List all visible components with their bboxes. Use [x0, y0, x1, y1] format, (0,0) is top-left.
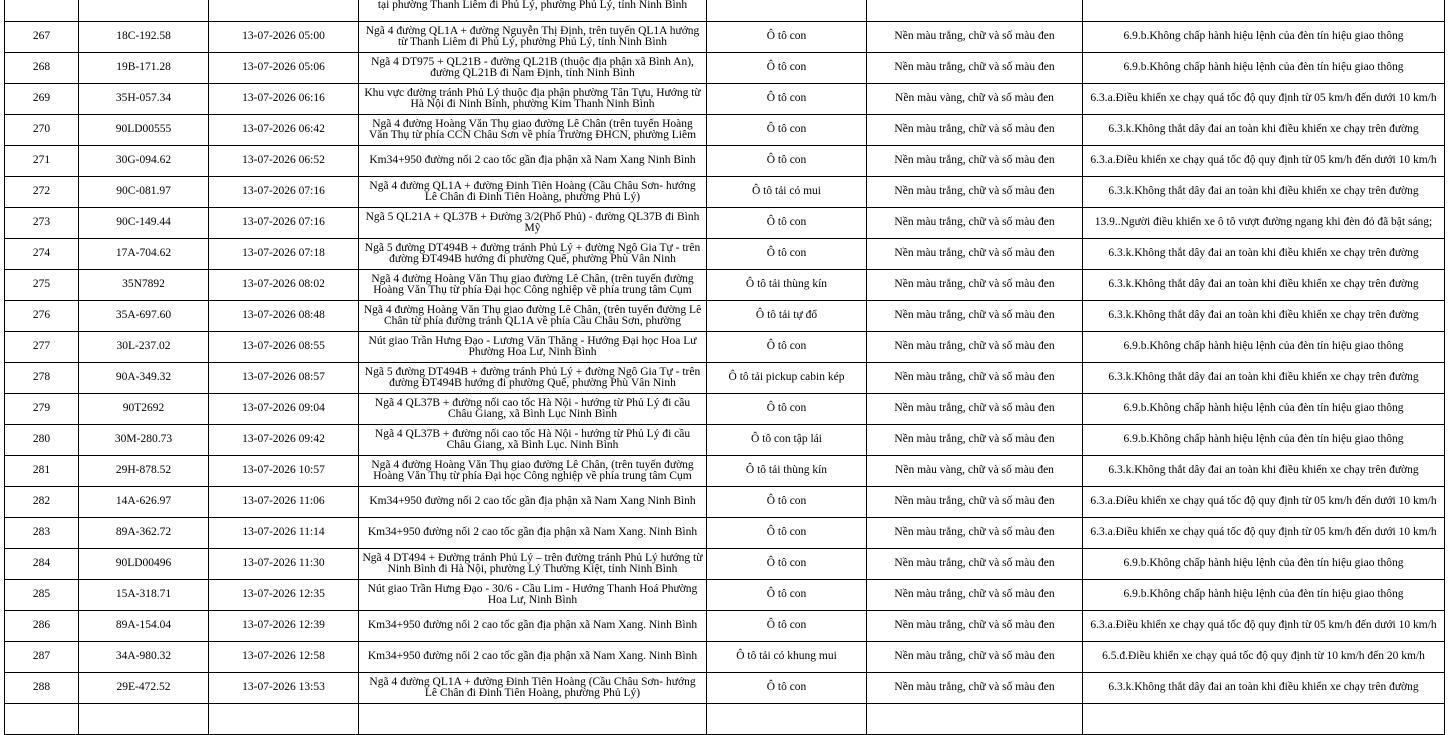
row-number-cell: 271	[5, 146, 79, 177]
table-row	[5, 22, 1445, 53]
license-plate-cell: 35H-057.34	[79, 84, 209, 115]
table-row	[5, 115, 1445, 146]
plate-color-cell: Nền màu trắng, chữ và số màu đen	[867, 332, 1083, 363]
table-row	[5, 0, 1445, 22]
violation-cell: 6.3.a.Điều khiển xe chạy quá tốc độ quy định từ 05 km/h đến dưới 10 km/h	[1083, 611, 1445, 642]
license-plate-cell: 19B-171.28	[79, 53, 209, 84]
plate-color-cell: Nền màu trắng, chữ và số màu đen	[867, 580, 1083, 611]
location-cell	[359, 673, 707, 704]
plate-color-cell	[867, 0, 1083, 22]
plate-color-cell: Nền màu trắng, chữ và số màu đen	[867, 177, 1083, 208]
location-text: Ngã 4 đường Hoàng Văn Thụ giao đường Lê Chân, (trên tuyến đường Hoàng Văn Thụ từ phía Đại học Công nghiệp về phía trung tâm Cụm	[371, 458, 694, 482]
location-cell	[359, 53, 707, 84]
table-row	[5, 642, 1445, 673]
violation-time-cell: 13-07-2026 10:57	[209, 456, 359, 487]
violation-time-cell: 13-07-2026 08:48	[209, 301, 359, 332]
vehicle-type-cell: Ô tô con	[707, 394, 867, 425]
row-number-cell: 274	[5, 239, 79, 270]
violation-cell: 6.9.b.Không chấp hành hiệu lệnh của đèn tín hiệu giao thông	[1083, 332, 1445, 363]
plate-color-cell: Nền màu trắng, chữ và số màu đen	[867, 146, 1083, 177]
violation-time-cell: 13-07-2026 08:55	[209, 332, 359, 363]
vehicle-type-cell: Ô tô con	[707, 673, 867, 704]
location-cell	[359, 332, 707, 363]
violation-cell: 6.3.a.Điều khiển xe chạy quá tốc độ quy định từ 05 km/h đến dưới 10 km/h	[1083, 487, 1445, 518]
table-row	[5, 363, 1445, 394]
violation-cell: 13.9..Người điều khiển xe ô tô vượt đường ngang khi đèn đỏ đã bật sáng;	[1083, 208, 1445, 239]
license-plate-cell: 15A-318.71	[79, 580, 209, 611]
row-number-cell: 267	[5, 22, 79, 53]
violation-cell	[1083, 704, 1445, 735]
violation-cell: 6.3.k.Không thắt dây đai an toàn khi điều khiển xe chạy trên đường	[1083, 363, 1445, 394]
location-cell	[359, 549, 707, 580]
row-number-cell: 287	[5, 642, 79, 673]
location-text: Nút giao Trần Hưng Đạo - 30/6 - Cầu Lim - Hướng Thanh Hoá Phường Hoa Lư, Ninh Bình	[367, 582, 698, 606]
violation-cell: 6.3.k.Không thắt dây đai an toàn khi điều khiển xe chạy trên đường	[1083, 239, 1445, 270]
location-cell	[359, 394, 707, 425]
vehicle-type-cell: Ô tô con	[707, 239, 867, 270]
plate-color-cell: Nền màu trắng, chữ và số màu đen	[867, 549, 1083, 580]
violation-time-cell: 13-07-2026 05:00	[209, 22, 359, 53]
location-cell	[359, 22, 707, 53]
row-number-cell: 276	[5, 301, 79, 332]
location-cell	[359, 270, 707, 301]
license-plate-cell: 17A-704.62	[79, 239, 209, 270]
table-row	[5, 84, 1445, 115]
row-number-cell: 272	[5, 177, 79, 208]
vehicle-type-cell	[707, 0, 867, 22]
plate-color-cell: Nền màu trắng, chữ và số màu đen	[867, 301, 1083, 332]
license-plate-cell: 29H-878.52	[79, 456, 209, 487]
table-row	[5, 53, 1445, 84]
vehicle-type-cell: Ô tô con	[707, 208, 867, 239]
location-text: Ngã 4 đường Hoàng Văn Thụ giao đường Lê Chân, (trên tuyến đường Lê Chân từ phía đường tránh QL1A về phía Cầu Châu Sơn, phường	[363, 303, 702, 327]
location-text: Ngã 4 DT975 + QL21B - đường QL21B (thuộc địa phận xã Bình An), đường QL21B đi Nam Định, tỉnh Ninh Bình	[371, 55, 694, 79]
row-number-cell: 275	[5, 270, 79, 301]
license-plate-cell: 30G-094.62	[79, 146, 209, 177]
violation-cell	[1083, 0, 1445, 22]
violation-cell: 6.3.a.Điều khiển xe chạy quá tốc độ quy định từ 05 km/h đến dưới 10 km/h	[1083, 146, 1445, 177]
plate-color-cell: Nền màu trắng, chữ và số màu đen	[867, 611, 1083, 642]
row-number-cell: 280	[5, 425, 79, 456]
license-plate-cell: 90A-349.32	[79, 363, 209, 394]
violation-cell: 6.3.a.Điều khiển xe chạy quá tốc độ quy định từ 05 km/h đến dưới 10 km/h	[1083, 518, 1445, 549]
row-number-cell: 285	[5, 580, 79, 611]
violation-time-cell: 13-07-2026 07:16	[209, 208, 359, 239]
license-plate-cell: 90C-081.97	[79, 177, 209, 208]
violation-cell: 6.3.k.Không thắt dây đai an toàn khi điều khiển xe chạy trên đường	[1083, 115, 1445, 146]
location-text: Ngã 4 đường Hoàng Văn Thụ giao đường Lê Chân (trên tuyến Hoàng Văn Thụ từ phía CCN Châu Sơn về phía Trường ĐHCN, phường Liêm	[368, 117, 697, 141]
location-text: Km34+950 đường nối 2 cao tốc gần địa phận xã Nam Xang Ninh Bình	[369, 495, 696, 508]
table-row	[5, 301, 1445, 332]
violation-cell: 6.5.đ.Điều khiển xe chạy quá tốc độ quy định từ 10 km/h đến 20 km/h	[1083, 642, 1445, 673]
location-text: Ngã 5 đường DT494B + đường tránh Phủ Lý + đường Ngô Gia Tự - trên đường ĐT494B hướng đi phường Quế, phường Phù Vân Ninh	[364, 365, 701, 389]
location-text: Ngã 5 QL21A + QL37B + Đường 3/2(Phố Phủ) - đường QL37B đi Bình Mỹ	[365, 210, 700, 234]
location-text: Ngã 4 DT494 + Đường tránh Phủ Lý – trên đường tránh Phủ Lý hướng từ Ninh Bình đi Hà Nội, phường Lý Thường Kiệt, tỉnh Ninh Bình	[362, 551, 703, 575]
violation-time-cell: 13-07-2026 07:16	[209, 177, 359, 208]
plate-color-cell: Nền màu vàng, chữ và số màu đen	[867, 456, 1083, 487]
violation-time-cell	[209, 0, 359, 22]
location-cell	[359, 642, 707, 673]
violation-cell: 6.9.b.Không chấp hành hiệu lệnh của đèn tín hiệu giao thông	[1083, 53, 1445, 84]
license-plate-cell: 35A-697.60	[79, 301, 209, 332]
violation-cell: 6.9.b.Không chấp hành hiệu lệnh của đèn tín hiệu giao thông	[1083, 22, 1445, 53]
location-cell	[359, 84, 707, 115]
row-number-cell	[5, 704, 79, 735]
table-row	[5, 487, 1445, 518]
violation-cell: 6.9.b.Không chấp hành hiệu lệnh của đèn tín hiệu giao thông	[1083, 425, 1445, 456]
location-cell	[359, 487, 707, 518]
violation-time-cell: 13-07-2026 09:42	[209, 425, 359, 456]
vehicle-type-cell: Ô tô con	[707, 518, 867, 549]
location-cell	[359, 456, 707, 487]
violation-time-cell: 13-07-2026 06:52	[209, 146, 359, 177]
location-cell	[359, 208, 707, 239]
row-number-cell: 286	[5, 611, 79, 642]
table-row	[5, 456, 1445, 487]
vehicle-type-cell: Ô tô con	[707, 84, 867, 115]
location-cell	[359, 239, 707, 270]
location-text: Ngã 4 đường Hoàng Văn Thụ giao đường Lê Chân, (trên tuyến đường Hoàng Văn Thụ từ phía Đại học Công nghiệp về phía trung tâm Cụm	[371, 272, 694, 296]
row-number-cell: 282	[5, 487, 79, 518]
plate-color-cell: Nền màu trắng, chữ và số màu đen	[867, 115, 1083, 146]
location-cell	[359, 425, 707, 456]
violation-time-cell: 13-07-2026 13:53	[209, 673, 359, 704]
table-row	[5, 208, 1445, 239]
violation-cell: 6.9.b.Không chấp hành hiệu lệnh của đèn tín hiệu giao thông	[1083, 549, 1445, 580]
violation-cell: 6.3.k.Không thắt dây đai an toàn khi điều khiển xe chạy trên đường	[1083, 456, 1445, 487]
violation-cell: 6.3.k.Không thắt dây đai an toàn khi điều khiển xe chạy trên đường	[1083, 673, 1445, 704]
table-row	[5, 394, 1445, 425]
table-row	[5, 518, 1445, 549]
location-text: Ngã 4 đường QL1A + đường Đinh Tiên Hoàng (Cầu Châu Sơn- hướng Lê Chân đi Đinh Tiên Hoàng, phường Phủ Lý)	[369, 179, 696, 203]
license-plate-cell	[79, 704, 209, 735]
row-number-cell: 279	[5, 394, 79, 425]
vehicle-type-cell: Ô tô con tập lái	[707, 425, 867, 456]
plate-color-cell: Nền màu trắng, chữ và số màu đen	[867, 518, 1083, 549]
location-cell	[359, 115, 707, 146]
violation-time-cell: 13-07-2026 11:30	[209, 549, 359, 580]
violation-time-cell: 13-07-2026 06:42	[209, 115, 359, 146]
table-body	[5, 0, 1445, 735]
vehicle-type-cell: Ô tô con	[707, 549, 867, 580]
location-text: Ngã 4 đường QL1A + đường Đinh Tiên Hoàng (Cầu Châu Sơn- hướng Lê Chân đi Đinh Tiên Hoàng, phường Phủ Lý)	[369, 675, 696, 699]
location-cell	[359, 363, 707, 394]
vehicle-type-cell: Ô tô tải tự đổ	[707, 301, 867, 332]
violation-time-cell: 13-07-2026 08:02	[209, 270, 359, 301]
plate-color-cell: Nền màu trắng, chữ và số màu đen	[867, 425, 1083, 456]
table-row	[5, 704, 1445, 735]
violation-cell: 6.3.a.Điều khiển xe chạy quá tốc độ quy định từ 05 km/h đến dưới 10 km/h	[1083, 84, 1445, 115]
vehicle-type-cell: Ô tô con	[707, 146, 867, 177]
violation-time-cell: 13-07-2026 11:14	[209, 518, 359, 549]
row-number-cell: 270	[5, 115, 79, 146]
license-plate-cell: 89A-154.04	[79, 611, 209, 642]
vehicle-type-cell: Ô tô tải có mui	[707, 177, 867, 208]
violation-cell: 6.9.b.Không chấp hành hiệu lệnh của đèn tín hiệu giao thông	[1083, 394, 1445, 425]
license-plate-cell: 89A-362.72	[79, 518, 209, 549]
violation-time-cell: 13-07-2026 11:06	[209, 487, 359, 518]
vehicle-type-cell: Ô tô tải có khung mui	[707, 642, 867, 673]
table-row	[5, 611, 1445, 642]
location-text: Km34+950 đường nối 2 cao tốc gần địa phận xã Nam Xang. Ninh Bình	[367, 650, 698, 663]
location-cell	[359, 0, 707, 22]
violations-table	[4, 0, 1445, 735]
plate-color-cell: Nền màu trắng, chữ và số màu đen	[867, 53, 1083, 84]
location-cell	[359, 704, 707, 735]
plate-color-cell	[867, 704, 1083, 735]
violation-time-cell: 13-07-2026 06:16	[209, 84, 359, 115]
table-row	[5, 580, 1445, 611]
vehicle-type-cell: Ô tô tải pickup cabin kép	[707, 363, 867, 394]
row-number-cell: 281	[5, 456, 79, 487]
row-number-cell: 273	[5, 208, 79, 239]
table-row	[5, 673, 1445, 704]
location-text: Khu vực đường tránh Phủ Lý thuộc địa phận phường Tân Tựu, Hướng từ Hà Nội đi Ninh Bình, phường Kim Thanh Ninh Bình	[364, 86, 701, 110]
vehicle-type-cell: Ô tô con	[707, 115, 867, 146]
location-cell	[359, 301, 707, 332]
row-number-cell: 269	[5, 84, 79, 115]
vehicle-type-cell: Ô tô con	[707, 22, 867, 53]
violation-cell: 6.3.k.Không thắt dây đai an toàn khi điều khiển xe chạy trên đường	[1083, 177, 1445, 208]
license-plate-cell: 30L-237.02	[79, 332, 209, 363]
row-number-cell	[5, 0, 79, 22]
vehicle-type-cell: Ô tô con	[707, 332, 867, 363]
license-plate-cell	[79, 0, 209, 22]
table-row	[5, 146, 1445, 177]
table-row	[5, 549, 1445, 580]
license-plate-cell: 29E-472.52	[79, 673, 209, 704]
table-row	[5, 270, 1445, 301]
plate-color-cell: Nền màu trắng, chữ và số màu đen	[867, 22, 1083, 53]
license-plate-cell: 90C-149.44	[79, 208, 209, 239]
violation-time-cell: 13-07-2026 05:06	[209, 53, 359, 84]
location-text: Km34+950 đường nối 2 cao tốc gần địa phận xã Nam Xang. Ninh Bình	[367, 619, 698, 632]
plate-color-cell: Nền màu trắng, chữ và số màu đen	[867, 642, 1083, 673]
license-plate-cell: 18C-192.58	[79, 22, 209, 53]
vehicle-type-cell: Ô tô tải thùng kín	[707, 456, 867, 487]
violation-time-cell: 13-07-2026 12:39	[209, 611, 359, 642]
violation-time-cell: 13-07-2026 12:35	[209, 580, 359, 611]
violation-time-cell: 13-07-2026 09:04	[209, 394, 359, 425]
table-row	[5, 332, 1445, 363]
violation-time-cell	[209, 704, 359, 735]
row-number-cell: 283	[5, 518, 79, 549]
violation-time-cell: 13-07-2026 08:57	[209, 363, 359, 394]
vehicle-type-cell	[707, 704, 867, 735]
vehicle-type-cell: Ô tô con	[707, 580, 867, 611]
location-cell	[359, 518, 707, 549]
location-text: Ngã 4 QL37B + đường nối cao tốc Hà Nội - hướng từ Phủ Lý đi cầu Châu Giang, xã Bình Lục Ninh Bình	[374, 396, 691, 420]
vehicle-type-cell: Ô tô con	[707, 611, 867, 642]
location-text: Km34+950 đường nối 2 cao tốc gần địa phận xã Nam Xang Ninh Bình	[369, 154, 696, 167]
violation-cell: 6.3.k.Không thắt dây đai an toàn khi điều khiển xe chạy trên đường	[1083, 270, 1445, 301]
plate-color-cell: Nền màu trắng, chữ và số màu đen	[867, 673, 1083, 704]
violation-cell: 6.9.b.Không chấp hành hiệu lệnh của đèn tín hiệu giao thông	[1083, 580, 1445, 611]
location-cell	[359, 580, 707, 611]
location-text: Nút giao Trần Hưng Đạo - Lương Văn Thăng - Hướng Đại học Hoa Lư Phường Hoa Lư, Ninh Bình	[368, 334, 697, 358]
table-row	[5, 177, 1445, 208]
row-number-cell: 288	[5, 673, 79, 704]
license-plate-cell: 35N7892	[79, 270, 209, 301]
vehicle-type-cell: Ô tô con	[707, 487, 867, 518]
location-text: Km34+950 đường nối 2 cao tốc gần địa phận xã Nam Xang. Ninh Bình	[367, 526, 698, 539]
row-number-cell: 278	[5, 363, 79, 394]
license-plate-cell: 90T2692	[79, 394, 209, 425]
license-plate-cell: 34A-980.32	[79, 642, 209, 673]
license-plate-cell: 30M-280.73	[79, 425, 209, 456]
violation-time-cell: 13-07-2026 07:18	[209, 239, 359, 270]
plate-color-cell: Nền màu trắng, chữ và số màu đen	[867, 208, 1083, 239]
location-cell	[359, 177, 707, 208]
plate-color-cell: Nền màu trắng, chữ và số màu đen	[867, 487, 1083, 518]
location-text: Ngã 4 đường QL1A + đường Nguyễn Thị Định, trên tuyến QL1A hướng từ Thanh Liêm đi Phủ Lý, phường Phủ Lý, tỉnh Ninh Bình	[365, 24, 700, 48]
vehicle-type-cell: Ô tô tải thùng kín	[707, 270, 867, 301]
license-plate-cell: 90LD00555	[79, 115, 209, 146]
table-row	[5, 239, 1445, 270]
location-text: Ngã 5 đường DT494B + đường tránh Phủ Lý + đường Ngô Gia Tự - trên đường ĐT494B hướng đi phường Quế, phường Phù Vân Ninh	[364, 241, 701, 265]
violation-time-cell: 13-07-2026 12:58	[209, 642, 359, 673]
vehicle-type-cell: Ô tô con	[707, 53, 867, 84]
row-number-cell: 268	[5, 53, 79, 84]
row-number-cell: 284	[5, 549, 79, 580]
plate-color-cell: Nền màu trắng, chữ và số màu đen	[867, 239, 1083, 270]
location-cell	[359, 146, 707, 177]
location-cell	[359, 611, 707, 642]
plate-color-cell: Nền màu trắng, chữ và số màu đen	[867, 363, 1083, 394]
license-plate-cell: 14A-626.97	[79, 487, 209, 518]
license-plate-cell: 90LD00496	[79, 549, 209, 580]
location-text: tại phường Thanh Liêm đi Phủ Lý, phường Phủ Lý, tỉnh Ninh Bình	[377, 0, 688, 12]
plate-color-cell: Nền màu vàng, chữ và số màu đen	[867, 84, 1083, 115]
plate-color-cell: Nền màu trắng, chữ và số màu đen	[867, 394, 1083, 425]
row-number-cell: 277	[5, 332, 79, 363]
plate-color-cell: Nền màu trắng, chữ và số màu đen	[867, 270, 1083, 301]
table-row	[5, 425, 1445, 456]
location-text: Ngã 4 QL37B + đường nối cao tốc Hà Nội - hướng từ Phủ Lý đi cầu Châu Giang, xã Bình Lục. Ninh Bình	[374, 427, 691, 451]
violation-cell: 6.3.k.Không thắt dây đai an toàn khi điều khiển xe chạy trên đường	[1083, 301, 1445, 332]
